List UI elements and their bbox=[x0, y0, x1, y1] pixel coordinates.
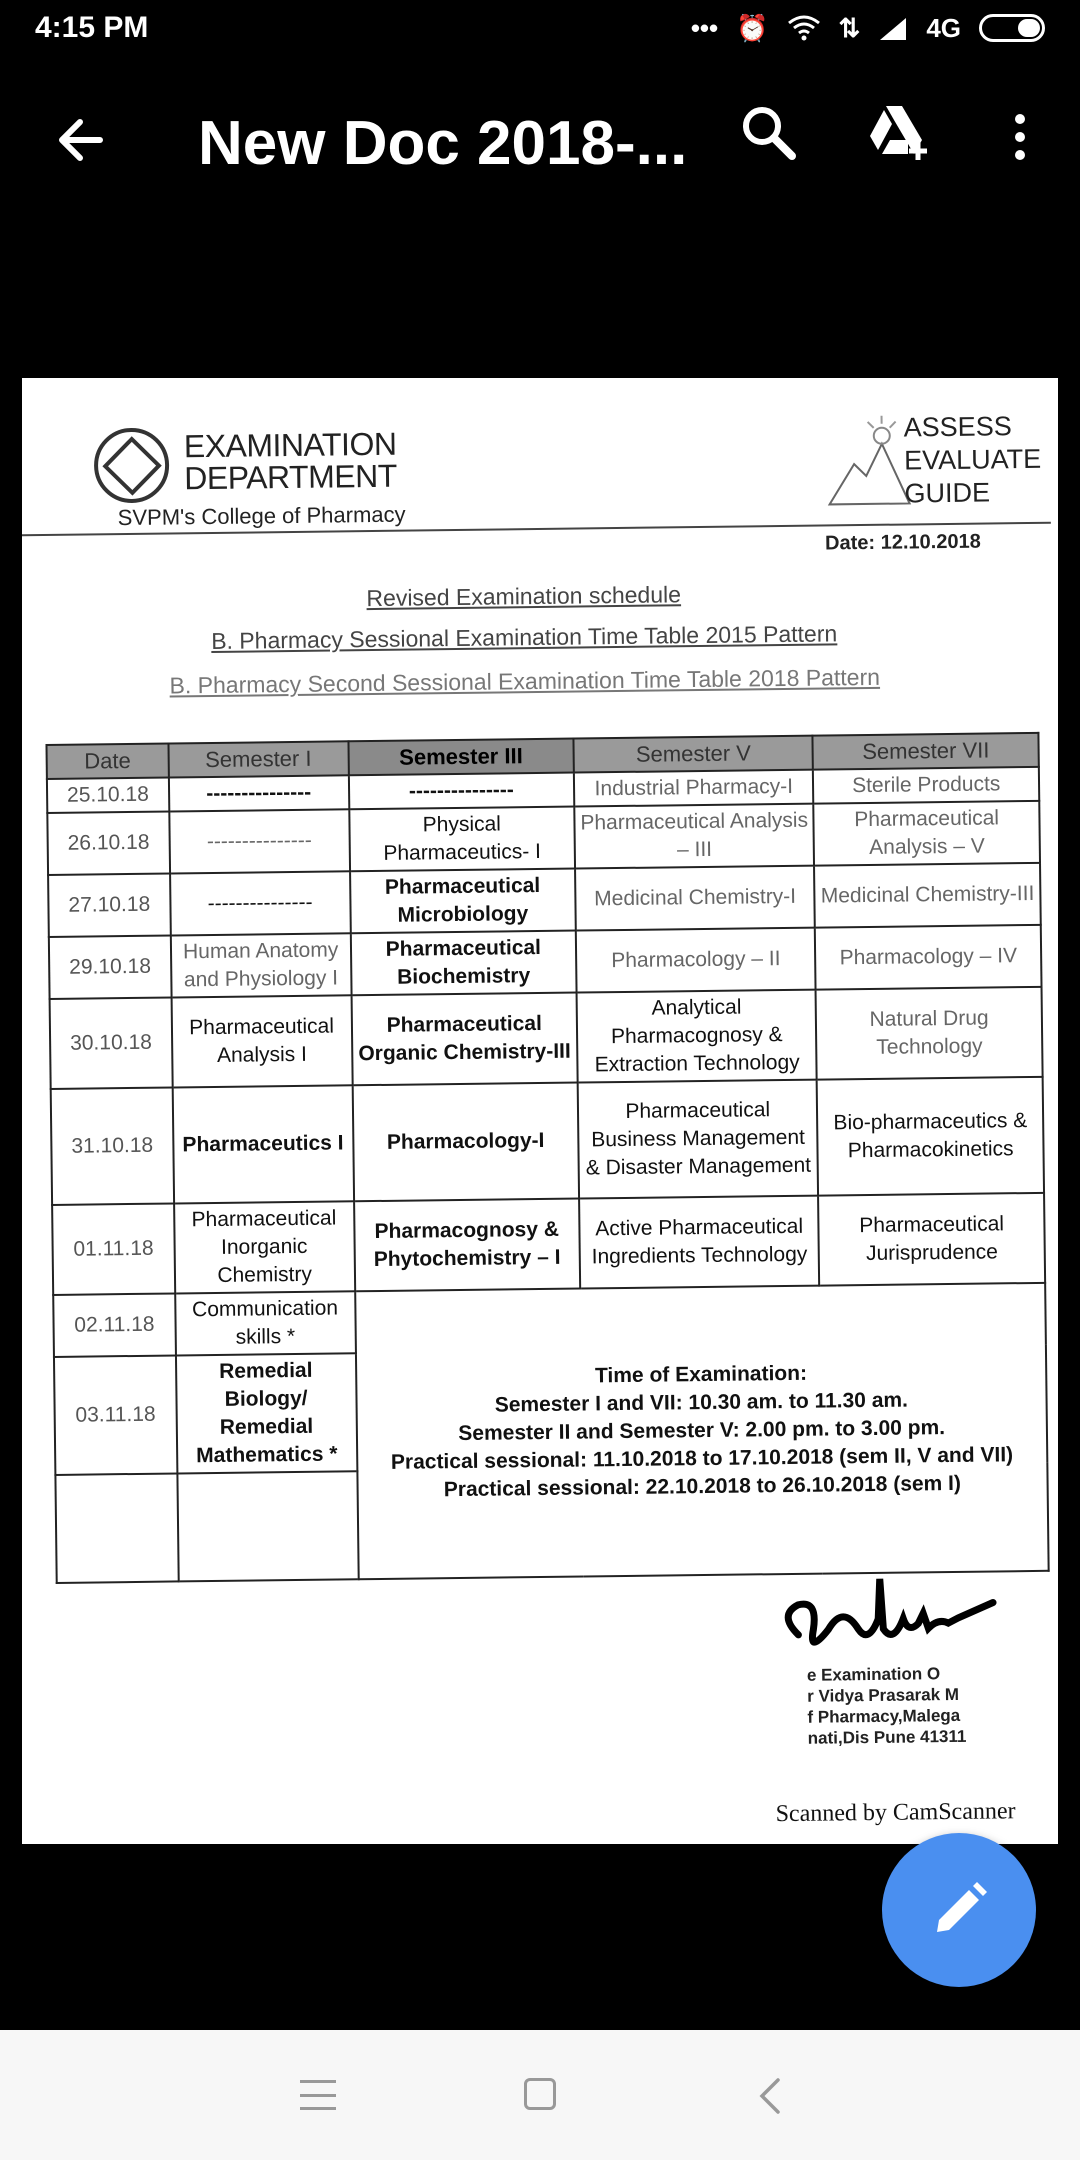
info-line: Time of Examination: bbox=[594, 1361, 808, 1388]
cell-sem5: Medicinal Chemistry-I bbox=[575, 866, 815, 931]
heading-2018: B. Pharmacy Second Sessional Examination Time Table 2018 Pattern bbox=[169, 663, 881, 699]
cell-sem7: Pharmacology – IV bbox=[815, 925, 1041, 990]
motto bbox=[903, 410, 1042, 511]
cell-date: 25.10.18 bbox=[47, 778, 169, 813]
cell-date: 02.11.18 bbox=[53, 1293, 175, 1356]
info-line: Practical sessional: 11.10.2018 to 17.10.2018 (sem II, V and VII) bbox=[390, 1443, 1014, 1474]
table-row bbox=[52, 1193, 1045, 1295]
stamp-line: nati,Dis Pune 41311 bbox=[807, 1726, 967, 1748]
info-line: Semester I and VII: 10.30 am. to 11.30 am. bbox=[494, 1388, 909, 1417]
stamp-line: e Examination O bbox=[806, 1664, 941, 1685]
stamp-line: f Pharmacy,Malega bbox=[807, 1705, 961, 1727]
document-content bbox=[22, 378, 1058, 1844]
department-title bbox=[183, 425, 397, 497]
cell-date: 27.10.18 bbox=[48, 874, 170, 937]
cell-date: 03.11.18 bbox=[54, 1355, 177, 1474]
edit-pencil-icon bbox=[929, 1880, 989, 1940]
cell-sem1: Communication skills * bbox=[175, 1291, 356, 1355]
document-date: Date: 12.10.2018 bbox=[824, 530, 981, 555]
cell-sem7: Bio-pharmaceutics & Pharmacokinetics bbox=[817, 1077, 1044, 1196]
cell-date: 30.10.18 bbox=[50, 997, 173, 1088]
more-vert-dot bbox=[1015, 150, 1025, 160]
stamp-line: r Vidya Prasarak M bbox=[807, 1684, 960, 1706]
cell-sem5: Industrial Pharmacy-I bbox=[574, 770, 814, 807]
cell-empty bbox=[55, 1473, 178, 1582]
alarm-icon: ⏰ bbox=[736, 12, 769, 43]
cell-sem1: --------------- bbox=[169, 809, 350, 873]
table-row bbox=[53, 1283, 1046, 1357]
wifi-icon bbox=[787, 15, 821, 41]
header-date: Date bbox=[46, 744, 168, 779]
heading-revised: Revised Examination schedule bbox=[366, 581, 682, 612]
dept-line1: EXAMINATION bbox=[183, 425, 397, 465]
cell-sem1: --------------- bbox=[170, 871, 351, 935]
cell-sem3: Pharmaceutical Biochemistry bbox=[350, 931, 576, 996]
cell-sem3: Pharmacognosy & Phytochemistry – I bbox=[354, 1199, 581, 1292]
cell-sem7: Medicinal Chemistry-III bbox=[814, 863, 1040, 928]
back-button[interactable] bbox=[45, 105, 115, 175]
search-button[interactable] bbox=[738, 102, 808, 172]
more-options-button[interactable] bbox=[998, 102, 1042, 172]
cell-sem3: Pharmacology-I bbox=[352, 1083, 579, 1202]
college-name: SVPM's College of Pharmacy bbox=[117, 501, 406, 531]
cell-sem1: Pharmaceutical Analysis I bbox=[171, 995, 352, 1087]
header-sem7: Semester VII bbox=[813, 733, 1039, 770]
dept-line2: DEPARTMENT bbox=[184, 457, 397, 497]
header-sem1: Semester I bbox=[168, 741, 348, 777]
cell-date: 01.11.18 bbox=[52, 1203, 175, 1294]
more-vert-dot bbox=[1015, 132, 1025, 142]
cell-date: 29.10.18 bbox=[49, 936, 171, 999]
dots-icon: ••• bbox=[690, 12, 719, 43]
status-bar bbox=[0, 0, 1080, 56]
cell-sem7: Pharmaceutical Analysis – V bbox=[814, 801, 1040, 866]
menu-icon[interactable] bbox=[300, 2080, 336, 2110]
cell-sem1: --------------- bbox=[169, 775, 349, 811]
heading-2015: B. Pharmacy Sessional Examination Time Table 2015 Pattern bbox=[211, 620, 838, 654]
cell-sem1: Pharmaceutical Inorganic Chemistry bbox=[174, 1201, 355, 1293]
signal-icon bbox=[878, 16, 908, 40]
scanned-by-label: Scanned by CamScanner bbox=[775, 1798, 1016, 1828]
back-chevron-icon[interactable] bbox=[752, 2076, 792, 2116]
cell-sem1: Remedial Biology/ Remedial Mathematics * bbox=[176, 1353, 357, 1473]
document-title: New Doc 2018-... bbox=[198, 109, 688, 178]
table-row bbox=[50, 987, 1043, 1089]
edit-fab-button[interactable] bbox=[882, 1833, 1036, 1987]
cell-sem3: Pharmaceutical Organic Chemistry-III bbox=[351, 993, 578, 1086]
network-type: 4G bbox=[926, 12, 961, 43]
cell-empty bbox=[177, 1471, 358, 1581]
data-arrows-icon: ⇅ bbox=[838, 12, 861, 43]
motto-assess: ASSESS bbox=[903, 411, 1012, 443]
header-sem5: Semester V bbox=[574, 736, 814, 773]
exam-time-info bbox=[355, 1283, 1049, 1579]
cell-sem7: Sterile Products bbox=[813, 767, 1039, 804]
info-line: Practical sessional: 22.10.2018 to 26.10.2018 (sem I) bbox=[443, 1471, 962, 1502]
cell-sem3: --------------- bbox=[348, 773, 574, 810]
signature bbox=[768, 1572, 999, 1670]
search-icon bbox=[738, 102, 798, 162]
info-line: Semester II and Semester V: 2.00 pm. to 3.00 pm. bbox=[458, 1416, 946, 1446]
app-bar bbox=[0, 80, 1080, 210]
back-arrow-icon bbox=[56, 118, 104, 162]
mountain-logo-icon bbox=[824, 413, 915, 509]
table-row bbox=[51, 1077, 1044, 1205]
more-vert-icon bbox=[1015, 114, 1025, 124]
college-logo-icon bbox=[94, 427, 170, 503]
status-icons bbox=[691, 13, 1045, 44]
cell-sem5: Analytical Pharmacognosy & Extraction Technology bbox=[577, 990, 817, 1083]
drive-add-icon bbox=[866, 102, 930, 162]
cell-date: 26.10.18 bbox=[47, 812, 169, 875]
exam-schedule-table bbox=[45, 732, 1049, 1584]
header-sem3: Semester III bbox=[348, 739, 574, 776]
status-time: 4:15 PM bbox=[35, 11, 149, 44]
cell-date: 31.10.18 bbox=[51, 1087, 174, 1204]
home-square-icon[interactable] bbox=[524, 2078, 556, 2110]
document-page[interactable] bbox=[22, 378, 1058, 1844]
cell-sem1: Human Anatomy and Physiology I bbox=[171, 933, 352, 997]
motto-evaluate: EVALUATE bbox=[903, 443, 1042, 476]
cell-sem3: Physical Pharmaceutics- I bbox=[349, 807, 575, 872]
drive-add-button[interactable] bbox=[866, 102, 936, 172]
cell-sem5: Active Pharmaceutical Ingredients Technology bbox=[579, 1196, 819, 1289]
cell-sem1: Pharmaceutics I bbox=[172, 1085, 353, 1203]
cell-sem5: Pharmaceutical Analysis – III bbox=[574, 804, 814, 869]
official-stamp bbox=[807, 1663, 967, 1749]
cell-sem7: Pharmaceutical Jurisprudence bbox=[818, 1193, 1045, 1286]
cell-sem5: Pharmaceutical Business Management & Disaster Management bbox=[578, 1080, 819, 1199]
motto-guide: GUIDE bbox=[904, 477, 991, 509]
cell-sem5: Pharmacology – II bbox=[576, 928, 816, 993]
battery-icon bbox=[979, 14, 1045, 42]
navigation-bar bbox=[0, 2030, 1080, 2160]
cell-sem3: Pharmaceutical Microbiology bbox=[350, 869, 576, 934]
cell-sem7: Natural Drug Technology bbox=[816, 987, 1043, 1080]
